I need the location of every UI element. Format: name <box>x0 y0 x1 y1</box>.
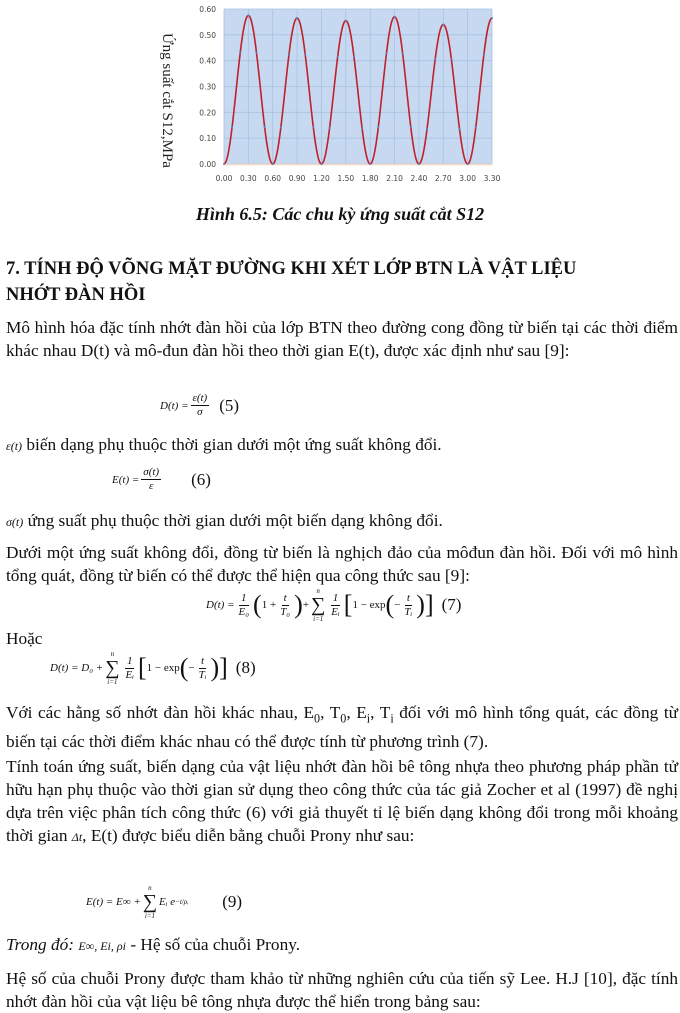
x-tick-label: 2.10 <box>386 174 403 183</box>
y-tick-label: 0.10 <box>199 134 216 144</box>
summation-symbol: n ∑ i=1 <box>105 650 120 686</box>
x-tick-label: 0.60 <box>264 174 282 183</box>
x-tick-label: 2.40 <box>410 174 428 183</box>
paragraph-intro: Mô hình hóa đặc tính nhớt đàn hồi của lớp BTN theo đường cong đồng từ biến tại các thời điểm khác nhau D(t) và mô-đun đàn hồi theo thời gian E(t), được xác định như sau [9]: <box>6 318 678 360</box>
y-tick-label: 0.30 <box>199 82 216 92</box>
chart-plot <box>150 0 510 195</box>
prony-symbols: E∞, Ei, ρi <box>78 939 126 953</box>
figure-caption: Hình 6.5: Các chu kỳ ứng suất cắt S12 <box>195 204 485 224</box>
section-heading-line2: NHỚT ĐÀN HỒI <box>6 285 146 305</box>
equation-7: D(t) = $\frac{1}{\text{E₀}}$ ( 1 + $\frac{t}{\text{T₀}}$ ) + n ∑ i=1 $\frac{1}{\text{Eᵢ}}$ [ 1 − exp ( − $\frac{t}{\text{Tᵢ}}$ ) ] (7) <box>206 587 462 623</box>
eq5-fraction: $\frac{\varepsilon(t)}{\sigma}$ <box>192 392 208 418</box>
x-tick-label: 1.80 <box>361 174 379 183</box>
paragraph-where: Trong đó: E∞, Ei, ρi - Hệ số của chuỗi Prony. <box>6 935 301 954</box>
eq6-fraction: $\frac{\sigma(t)}{\varepsilon}$ <box>143 466 160 492</box>
x-tick-label: 1.50 <box>337 174 355 183</box>
y-tick-label: 0.50 <box>199 30 216 40</box>
strain-symbol: ε(t) <box>6 439 23 453</box>
y-tick-label: 0.20 <box>199 108 216 118</box>
section-heading-line1: 7. TÍNH ĐỘ VÕNG MẶT ĐƯỜNG KHI XÉT LỚP BTN LÀ VẬT LIỆU <box>6 259 577 279</box>
eq7-number: (7) <box>441 595 462 614</box>
eq5-lhs: D(t) = <box>160 399 189 412</box>
y-tick-label: 0.60 <box>199 5 216 14</box>
stress-symbol: σ(t) <box>6 515 24 529</box>
eq8-number: (8) <box>235 658 256 677</box>
equation-6 <box>112 466 211 493</box>
eq6-lhs: E(t) = <box>112 473 140 486</box>
equation-8: D(t) = D₀ + n ∑ i=1 $\frac{1}{\text{Eᵢ}}$ [ 1 − exp ( − $\frac{t}{\text{Tᵢ}}$ ) ] (8) <box>50 650 256 686</box>
paragraph-or: Hoặc <box>6 629 43 648</box>
eq6-number: (6) <box>191 469 211 489</box>
x-tick-label: 0.30 <box>240 174 257 183</box>
delta-t-symbol: Δt <box>71 830 83 844</box>
paragraph-constants: Với các hằng số nhớt đàn hồi khác nhau, $E_0$, $T_0$, $E_i$, $T_i$ đối với mô hình tổng quát, các đồng từ biến tại các thời điểm khác nhau có thể được tính từ phương trình (7). <box>6 703 678 752</box>
equation-5 <box>160 392 239 419</box>
paragraph-zocher: Tính toán ứng suất, biến dạng của vật liệu nhớt đàn hồi bê tông nhựa theo phương pháp phần tử hữu hạn phụ thuộc vào thời gian sử dụng theo công thức của tác giả Zocher et al (1997) đề nghị dựa trên việc phân tích công thức (6) với giả thuyết tỉ lệ biến dạng không đổi trong mỗi khoảng thời gian Δt, E(t) được biểu diễn bằng chuỗi Prony như sau: <box>6 757 678 845</box>
equation-9: E(t) = E∞ + n ∑ i=1 Eᵢ e −t/ρᵢ (9) <box>86 884 243 920</box>
summation-symbol: n ∑ i=1 <box>142 884 158 920</box>
y-tick-label: 0.40 <box>199 56 216 66</box>
x-tick-label: 3.00 <box>459 174 476 183</box>
paragraph-creep-compliance: Dưới một ứng suất không đổi, đồng từ biến là nghịch đảo của môđun đàn hồi. Đối với mô hình tổng quát, đồng từ biến có thể được thể hiện qua công thức sau [9]: <box>6 543 678 585</box>
x-tick-label: 0.90 <box>288 174 306 183</box>
eq5-number: (5) <box>219 395 240 415</box>
x-tick-label: 0.00 <box>215 174 233 183</box>
stress-cycle-chart <box>150 0 510 195</box>
chart-y-axis-label: Ứng suất cắt S12,MPa <box>159 32 175 168</box>
x-tick-label: 3.30 <box>483 174 501 183</box>
y-tick-label: 0.00 <box>199 160 216 169</box>
paragraph-prony-coefficients: Hệ số của chuỗi Prony được tham khảo từ những nghiên cứu của tiến sỹ Lee. H.J [10], đặc tính nhớt đàn hồi của vật liệu bê tông nhựa được thể hiển trong bảng sau: <box>6 969 678 1011</box>
paragraph-strain-def: ε(t) biến dạng phụ thuộc thời gian dưới một ứng suất không đổi. <box>6 435 442 454</box>
summation-symbol: n ∑ i=1 <box>311 587 326 623</box>
x-tick-label: 1.20 <box>313 174 330 183</box>
section-heading <box>6 256 674 308</box>
eq9-number: (9) <box>222 892 243 911</box>
x-tick-label: 2.70 <box>434 174 452 183</box>
paragraph-stress-def: σ(t) ứng suất phụ thuộc thời gian dưới một biến dạng không đổi. <box>6 511 443 530</box>
